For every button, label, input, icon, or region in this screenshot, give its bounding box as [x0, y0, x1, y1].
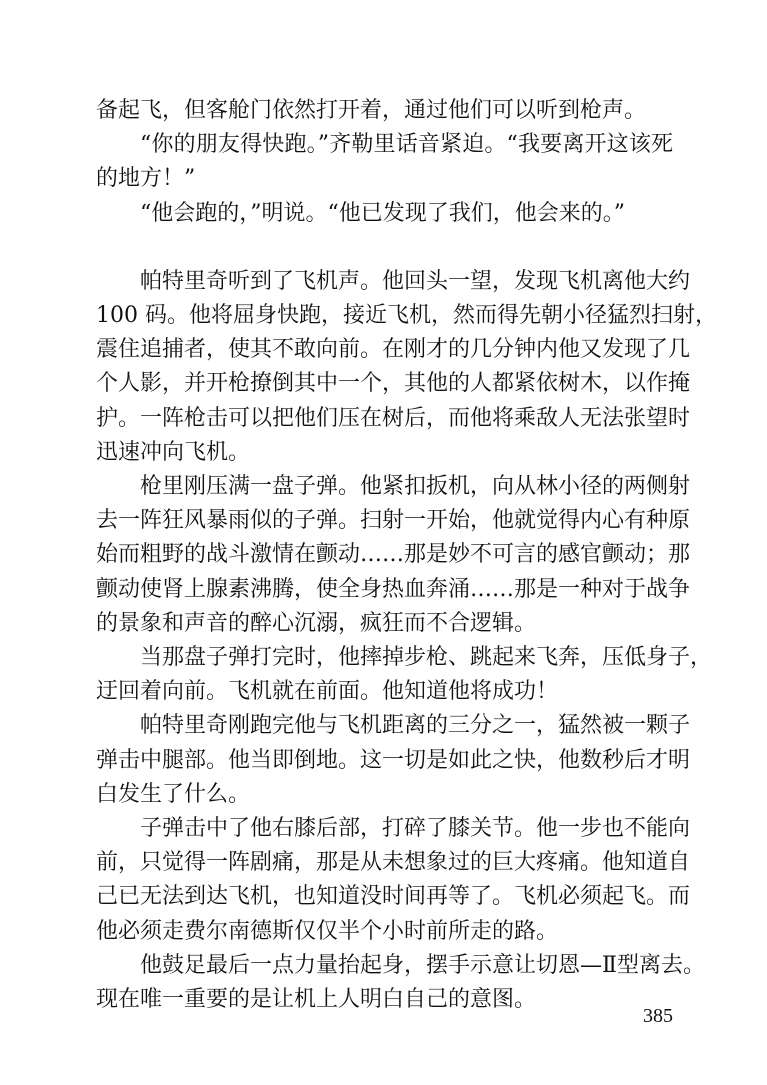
text-line: 前，只觉得一阵剧痛，那是从未想象过的巨大疼痛。他知道自 [96, 850, 691, 876]
page-body [96, 94, 717, 1017]
text-line: 迅速冲向飞机。 [96, 439, 251, 465]
text-line: 去一阵狂风暴雨似的子弹。扫射一开始，他就觉得内心有种原 [96, 508, 691, 534]
text-line: 帕特里奇刚跑完他与飞机距离的三分之一，猛然被一颗子 [140, 713, 691, 739]
text-line: 个人影，并开枪撩倒其中一个，其他的人都紧依树木，以作掩 [96, 371, 691, 397]
text-line: 护。一阵枪击可以把他们压在树后，而他将乘敌人无法张望时 [96, 405, 691, 431]
text-line: 帕特里奇听到了飞机声。他回头一望，发现飞机离他大约 [140, 268, 691, 294]
text-line: 现在唯一重要的是让机上人明白自己的意图。 [96, 987, 537, 1013]
text-line: 当那盘子弹打完时，他摔掉步枪、跳起来飞奔，压低身子， [140, 645, 713, 671]
text-line: 的景象和声音的醉心沉溺，疯狂而不合逻辑。 [96, 610, 537, 636]
text-line: “他会跑的，”明说。“他已发现了我们，他会来的。” [140, 200, 625, 226]
text-line: 始而粗野的战斗激情在颤动……那是妙不可言的感官颤动；那 [96, 542, 691, 568]
text-line: 100 码。他将屈身快跑，接近飞机，然而得先朝小径猛烈扫射， [96, 303, 717, 329]
text-line: “你的朋友得快跑。”齐勒里话音紧迫。“我要离开这该死 [140, 132, 673, 158]
text-line: 颤动使肾上腺素沸腾，使全身热血奔涌……那是一种对于战争 [96, 576, 691, 602]
text-line: 的地方！” [96, 166, 196, 192]
text-line: 震住追捕者，使其不敢向前。在刚才的几分钟内他又发现了几 [96, 337, 691, 363]
text-line: 己已无法到达飞机，也知道没时间再等了。飞机必须起飞。而 [96, 884, 691, 910]
page-number: 385 [643, 1005, 673, 1027]
text-line: 他必须走费尔南德斯仅仅半个小时前所走的路。 [96, 918, 559, 944]
text-line: 备起飞，但客舱门依然打开着，通过他们可以听到枪声。 [96, 98, 647, 123]
text-line: 白发生了什么。 [96, 781, 251, 807]
section-break [96, 231, 673, 265]
text-line: 迂回着向前。飞机就在前面。他知道他将成功！ [96, 679, 559, 705]
text-line: 弹击中腿部。他当即倒地。这一切是如此之快，他数秒后才明 [96, 747, 691, 773]
text-line: 他鼓足最后一点力量抬起身，摆手示意让切恩—Ⅱ型离去。 [140, 952, 705, 978]
text-line: 子弹击中了他右膝后部，打碎了膝关节。他一步也不能向 [140, 816, 691, 842]
text-line: 枪里刚压满一盘子弹。他紧扣扳机，向从林小径的两侧射 [140, 474, 691, 500]
